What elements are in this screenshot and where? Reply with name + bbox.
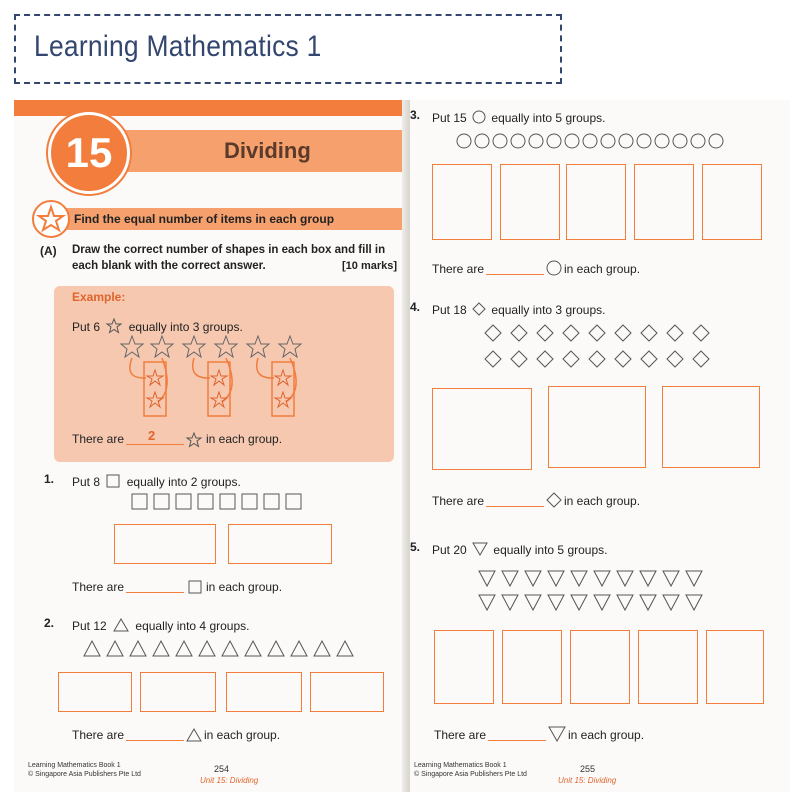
q3-prompt-post: equally into 5 groups.: [491, 111, 606, 125]
q3-answer-box-1[interactable]: [432, 164, 492, 240]
q5-answer-box-4[interactable]: [638, 630, 698, 704]
instruction-line-2: each blank with the correct answer.: [72, 260, 266, 272]
example-answer-value: 2: [148, 428, 156, 443]
diamond-icon: [667, 325, 683, 341]
circle-icon: [493, 134, 507, 148]
circle-icon: [565, 134, 579, 148]
q3-answer-box-5[interactable]: [702, 164, 762, 240]
triangle-icon: [337, 641, 353, 656]
footer-unit: Unit 15: Dividing: [558, 776, 617, 785]
q2-answer-post: in each group.: [204, 728, 281, 742]
q4-answer-pre: There are: [432, 494, 485, 508]
diamond-icon: [546, 492, 562, 508]
q4-answer-blank[interactable]: [486, 506, 544, 507]
triangle-icon: [107, 641, 123, 656]
triangle-icon: [222, 641, 238, 656]
star-icon: [121, 336, 143, 357]
star-icon: [34, 202, 68, 236]
q4-prompt-pre: Put 18: [432, 303, 467, 317]
q5-answer-box-2[interactable]: [502, 630, 562, 704]
banner-title: Learning Mathematics 1: [34, 30, 322, 63]
square-icon: [132, 494, 147, 509]
diamond-icon: [641, 351, 657, 367]
q3-prompt-pre: Put 15: [432, 111, 467, 125]
down-triangle-icon: [663, 595, 679, 610]
square-icon: [154, 494, 169, 509]
q5-answer-box-5[interactable]: [706, 630, 764, 704]
triangle-icon: [314, 641, 330, 656]
q5-answer-blank[interactable]: [488, 740, 546, 741]
q2-number: 2.: [44, 616, 55, 630]
star-icon: [186, 432, 202, 448]
diamond-icon: [563, 351, 579, 367]
q1-prompt: [72, 472, 241, 489]
diamond-icon: [537, 351, 553, 367]
q2-prompt: [72, 616, 249, 633]
down-triangle-icon: [548, 726, 566, 742]
q2-answer-pre: There are: [72, 728, 125, 742]
diamond-icon: [511, 325, 527, 341]
q2-answer-box-3[interactable]: [226, 672, 302, 712]
q3-answer-post: in each group.: [564, 262, 641, 276]
star-icon: [247, 336, 269, 357]
diamond-icon: [563, 325, 579, 341]
star-icon: [151, 336, 173, 357]
triangle-icon: [130, 641, 146, 656]
q1-squares: [132, 493, 332, 513]
diamond-icon: [472, 302, 486, 316]
q1-number: 1.: [44, 472, 55, 486]
q2-answer-box-1[interactable]: [58, 672, 132, 712]
q5-prompt-pre: Put 20: [432, 543, 467, 557]
diamond-icon: [615, 325, 631, 341]
circle-icon: [529, 134, 543, 148]
q2-prompt-pre: Put 12: [72, 619, 107, 633]
q4-answer-box-1[interactable]: [432, 388, 532, 470]
down-triangle-icon: [594, 571, 610, 586]
q4-number: 4.: [410, 300, 421, 314]
down-triangle-icon: [525, 571, 541, 586]
q4-diamonds: [484, 324, 724, 370]
unit-title: Dividing: [224, 138, 311, 163]
square-icon: [176, 494, 191, 509]
diamond-icon: [589, 325, 605, 341]
q1-answer-box-1[interactable]: [114, 524, 216, 564]
section-title: Find the equal number of items in each group: [74, 212, 335, 226]
diamond-icon: [615, 351, 631, 367]
q5-answer-box-1[interactable]: [434, 630, 494, 704]
q2-answer-box-2[interactable]: [140, 672, 216, 712]
star-icon: [215, 336, 237, 357]
square-icon: [220, 494, 235, 509]
square-icon: [286, 494, 301, 509]
triangle-icon: [291, 641, 307, 656]
star-icon: [183, 336, 205, 357]
q5-prompt-post: equally into 5 groups.: [493, 543, 608, 557]
example-prompt-post: equally into 3 groups.: [128, 320, 243, 334]
banner-frame: [14, 14, 562, 84]
triangle-icon: [268, 641, 284, 656]
circle-icon: [601, 134, 615, 148]
unit-number-badge: 15: [48, 112, 130, 194]
page-254: [14, 100, 406, 792]
part-label: (A): [40, 244, 57, 258]
q4-prompt-post: equally into 3 groups.: [491, 303, 606, 317]
page-255: [410, 100, 790, 792]
circle-icon: [637, 134, 651, 148]
q1-answer-pre: There are: [72, 580, 125, 594]
footer-unit: Unit 15: Dividing: [200, 776, 259, 785]
q5-answer-post: in each group.: [568, 728, 645, 742]
footer-publisher: © Singapore Asia Publishers Pte Ltd: [28, 771, 141, 778]
example-answer-pre: There are: [72, 432, 125, 446]
q1-answer-box-2[interactable]: [228, 524, 332, 564]
circle-icon: [691, 134, 705, 148]
q4-prompt: [432, 300, 605, 317]
q2-prompt-post: equally into 4 groups.: [135, 619, 250, 633]
q3-answer-box-4[interactable]: [634, 164, 694, 240]
q2-answer-box-4[interactable]: [310, 672, 384, 712]
square-icon: [188, 580, 202, 594]
q5-triangles: [478, 570, 718, 616]
q3-answer-pre: There are: [432, 262, 485, 276]
example-label: Example:: [72, 290, 126, 304]
triangle-icon: [199, 641, 215, 656]
down-triangle-icon: [663, 571, 679, 586]
q1-answer-blank[interactable]: [126, 592, 184, 593]
down-triangle-icon: [502, 571, 518, 586]
open-workbook: [14, 100, 790, 792]
diamond-icon: [511, 351, 527, 367]
circle-icon: [472, 110, 486, 124]
circle-icon: [475, 134, 489, 148]
q5-answer-pre: There are: [434, 728, 487, 742]
triangle-icon: [186, 728, 202, 742]
marks-label: [10 marks]: [342, 260, 398, 272]
q5-number: 5.: [410, 540, 421, 554]
answer-blank: [126, 444, 184, 445]
triangle-icon: [113, 618, 129, 632]
down-triangle-icon: [548, 595, 564, 610]
q1-prompt-post: equally into 2 groups.: [126, 475, 241, 489]
q2-answer-blank[interactable]: [126, 740, 184, 741]
page-number: 255: [580, 764, 596, 774]
diamond-icon: [693, 325, 709, 341]
down-triangle-icon: [640, 595, 656, 610]
page-number: 254: [214, 764, 230, 774]
square-icon: [106, 474, 120, 488]
footer-book: Learning Mathematics Book 1: [414, 762, 507, 769]
down-triangle-icon: [594, 595, 610, 610]
circle-icon: [457, 134, 471, 148]
triangle-icon: [245, 641, 261, 656]
star-icon: [106, 318, 122, 334]
down-triangle-icon: [502, 595, 518, 610]
diamond-icon: [641, 325, 657, 341]
q3-answer-box-2[interactable]: [500, 164, 560, 240]
circle-icon: [546, 260, 562, 276]
q5-prompt: [432, 540, 607, 557]
diamond-icon: [589, 351, 605, 367]
instruction-line-1: Draw the correct number of shapes in each box and fill in: [72, 244, 386, 256]
q3-number: 3.: [410, 108, 421, 122]
down-triangle-icon: [640, 571, 656, 586]
circle-icon: [709, 134, 723, 148]
diamond-icon: [485, 351, 501, 367]
square-icon: [264, 494, 279, 509]
q1-prompt-pre: Put 8: [72, 475, 101, 489]
q1-answer-post: in each group.: [206, 580, 283, 594]
down-triangle-icon: [472, 542, 488, 556]
q4-answer-post: in each group.: [564, 494, 641, 508]
down-triangle-icon: [479, 571, 495, 586]
q2-triangles: [84, 640, 374, 660]
square-icon: [242, 494, 257, 509]
example-diagram: [54, 334, 394, 444]
down-triangle-icon: [548, 571, 564, 586]
q3-circles: [456, 132, 746, 154]
q3-prompt: [432, 108, 605, 125]
section-star-badge: [32, 200, 70, 238]
footer-book: Learning Mathematics Book 1: [28, 762, 121, 769]
q3-answer-blank[interactable]: [486, 274, 544, 275]
triangle-icon: [176, 641, 192, 656]
circle-icon: [583, 134, 597, 148]
example-answer-post: in each group.: [206, 432, 283, 446]
example-prompt-pre: Put 6: [72, 320, 101, 334]
star-icon: [279, 336, 301, 357]
q4-answer-box-3[interactable]: [662, 386, 760, 468]
q5-answer-box-3[interactable]: [570, 630, 630, 704]
down-triangle-icon: [525, 595, 541, 610]
down-triangle-icon: [479, 595, 495, 610]
down-triangle-icon: [686, 595, 702, 610]
down-triangle-icon: [571, 571, 587, 586]
circle-icon: [655, 134, 669, 148]
q4-answer-box-2[interactable]: [548, 386, 646, 468]
q3-answer-box-3[interactable]: [566, 164, 626, 240]
footer-publisher: © Singapore Asia Publishers Pte Ltd: [414, 771, 527, 778]
down-triangle-icon: [617, 595, 633, 610]
diamond-icon: [667, 351, 683, 367]
example-prompt: [72, 315, 243, 334]
down-triangle-icon: [686, 571, 702, 586]
diamond-icon: [693, 351, 709, 367]
circle-icon: [511, 134, 525, 148]
triangle-icon: [153, 641, 169, 656]
diamond-icon: [537, 325, 553, 341]
diamond-icon: [485, 325, 501, 341]
circle-icon: [619, 134, 633, 148]
header-band: [14, 100, 406, 116]
square-icon: [198, 494, 213, 509]
circle-icon: [547, 134, 561, 148]
triangle-icon: [84, 641, 100, 656]
down-triangle-icon: [617, 571, 633, 586]
circle-icon: [673, 134, 687, 148]
down-triangle-icon: [571, 595, 587, 610]
